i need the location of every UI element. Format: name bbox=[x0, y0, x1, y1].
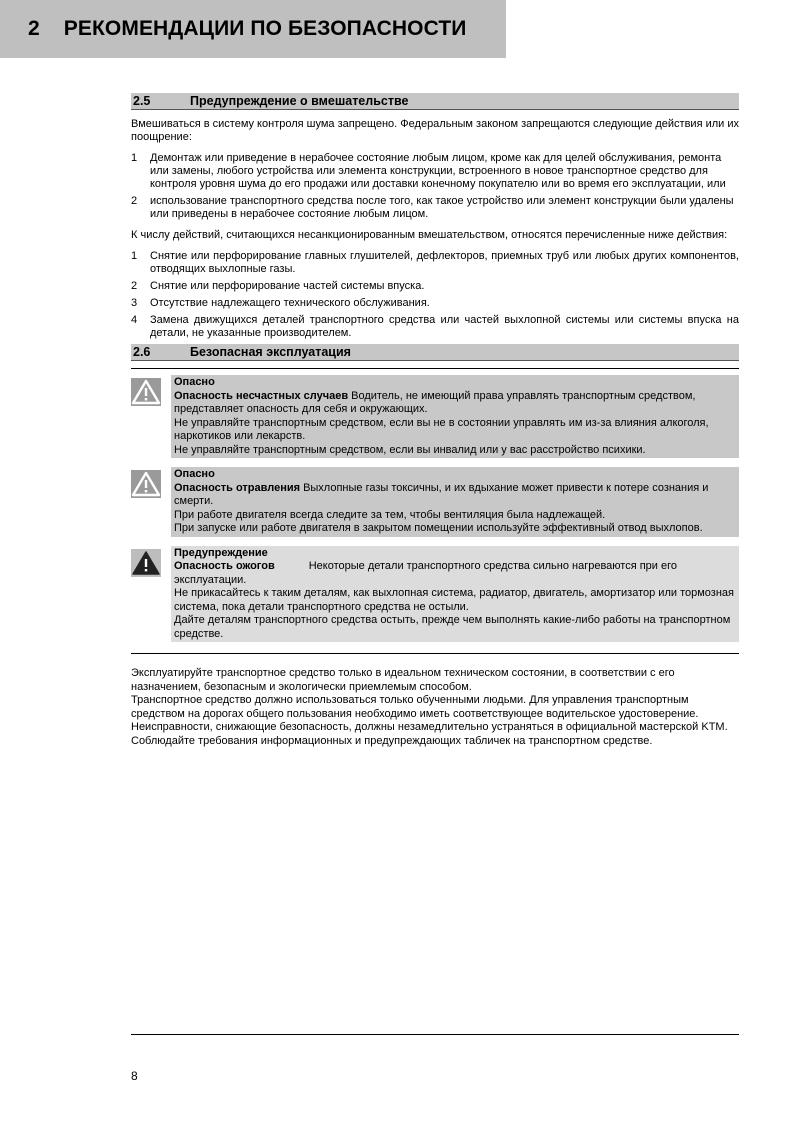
list-item-text: Отсутствие надлежащего технического обслуживания. bbox=[150, 297, 430, 309]
list-item-number: 2 bbox=[131, 195, 138, 207]
closing-paragraph: Соблюдайте требования информационных и предупреждающих табличек на транспортном средстве. bbox=[131, 734, 653, 747]
list-item-number: 1 bbox=[131, 250, 138, 262]
list-item-text: Снятие или перфорирование частей системы впуска. bbox=[150, 280, 425, 292]
notice-title: Опасность несчастных случаев bbox=[174, 389, 349, 402]
list-item-text: Снятие или перфорирование главных глушителей, дефлекторов, приемных труб или любых других компонентов, отводящих выхлопные газы. bbox=[150, 250, 739, 275]
list-item bbox=[131, 280, 739, 293]
notice-line: Не управляйте транспортным средством, если вы не в состоянии управлять им из-за влияния алкоголя, наркотиков или лекарств. bbox=[174, 416, 709, 442]
closing-paragraph: Неисправности, снижающие безопасность, должны незамедлительно устраняться в официальной мастерской KTM. bbox=[131, 721, 728, 733]
closing-paragraph: Эксплуатируйте транспортное средство только в идеальном техническом состоянии, в соответствии с его назначением, безопасным и экологически приемлемым способом. bbox=[131, 667, 675, 693]
list-item-text: Демонтаж или приведение в нерабочее состояние любым лицом, кроме как для целей обслуживания, ремонта или замены, любого устройства или элемента конструкции, встроенного в новое транспортное средство для контроля уровня шума до его продажи или доставки конечному покупателю или во время его эксплуатации, или bbox=[150, 152, 726, 190]
page-content bbox=[131, 93, 739, 748]
notice-line: При работе двигателя всегда следите за тем, чтобы вентиляция была надлежащей. bbox=[174, 508, 606, 521]
closing-paragraphs bbox=[131, 667, 739, 748]
list-item-number: 4 bbox=[131, 314, 138, 326]
page-number: 8 bbox=[131, 1069, 138, 1083]
warning-triangle-outline-icon bbox=[131, 375, 171, 458]
notice-line: Не прикасайтесь к таким деталям, как выхлопная система, радиатор, двигатель, амортизатор или тормозная система, пока детали транспортного средства не остыли. bbox=[174, 587, 734, 613]
notice-body bbox=[171, 467, 739, 537]
notice-lead: Водитель, не имеющий права управлять транспортным средством, представляет опасность для себя и окружающих. bbox=[174, 389, 696, 415]
notice-body bbox=[171, 375, 739, 458]
notice-signal-word: Опасно bbox=[174, 376, 215, 388]
prohibited-actions-list bbox=[131, 152, 739, 221]
list-item-text: использование транспортного средства после того, как такое устройство или элемент конструкции были удалены или приведены в нерабочее состояние любым лицом. bbox=[150, 195, 734, 220]
chapter-number: 2 bbox=[28, 17, 40, 40]
notice-title: Опасность ожогов bbox=[174, 560, 275, 572]
list-item bbox=[131, 152, 739, 191]
tampering-intro: К числу действий, считающихся несанкционированным вмешательством, относятся перечисленные ниже действия: bbox=[131, 229, 728, 241]
notice-lead: Некоторые детали транспортного средства сильно нагреваются при его эксплуатации. bbox=[174, 560, 677, 586]
notice-title: Опасность отравления bbox=[174, 481, 301, 494]
notice-line: При запуске или работе двигателя в закрытом помещении используйте эффективный отвод выхлопов. bbox=[174, 522, 703, 534]
list-item bbox=[131, 314, 739, 340]
section-2-5-intro: Вмешиваться в систему контроля шума запрещено. Федеральным законом запрещаются следующие действия или их поощрение: bbox=[131, 118, 739, 143]
section-number: 2.5 bbox=[133, 94, 151, 108]
section-title: Безопасная эксплуатация bbox=[190, 345, 351, 359]
section-2-6-header bbox=[131, 344, 739, 361]
list-item bbox=[131, 195, 739, 221]
warning-triangle-filled-icon bbox=[131, 546, 171, 643]
tampering-actions-list bbox=[131, 250, 739, 340]
closing-paragraph: Транспортное средство должно использоваться только обученными людьми. Для управления транспортным средством на дорогах общего пользования необходимо иметь соответствующее водительское удостоверение. bbox=[131, 694, 699, 720]
notice-body bbox=[171, 546, 739, 643]
notice-lead: Выхлопные газы токсичны, и их вдыхание может привести к потере сознания и смерти. bbox=[174, 481, 709, 507]
warning-triangle-outline-icon bbox=[131, 467, 171, 537]
list-item bbox=[131, 250, 739, 276]
list-item-text: Замена движущихся деталей транспортного средства или частей выхлопной системы или системы впуска на детали, не указанные производителем. bbox=[150, 314, 739, 339]
notice-signal-word: Опасно bbox=[174, 468, 215, 480]
list-item-number: 3 bbox=[131, 297, 138, 309]
notice-line: Дайте деталям транспортного средства остыть, прежде чем выполнять какие-либо работы на транспортном средстве. bbox=[174, 614, 731, 640]
notice-signal-word: Предупреждение bbox=[174, 546, 268, 559]
section-title: Предупреждение о вмешательстве bbox=[190, 94, 409, 108]
section-2-5-header bbox=[131, 93, 739, 110]
danger-notice-poisoning bbox=[131, 467, 739, 537]
list-item-number: 1 bbox=[131, 152, 138, 164]
chapter-header bbox=[0, 0, 506, 58]
warning-notice-burns bbox=[131, 546, 739, 643]
safety-notices bbox=[131, 368, 739, 654]
footer-divider bbox=[131, 1034, 739, 1035]
danger-notice-accidents bbox=[131, 375, 739, 458]
notice-line: Не управляйте транспортным средством, если вы инвалид или у вас расстройство психики. bbox=[174, 443, 646, 456]
list-item-number: 2 bbox=[131, 280, 138, 292]
chapter-title: РЕКОМЕНДАЦИИ ПО БЕЗОПАСНОСТИ bbox=[63, 17, 467, 40]
section-number: 2.6 bbox=[133, 345, 151, 359]
list-item bbox=[131, 297, 739, 310]
